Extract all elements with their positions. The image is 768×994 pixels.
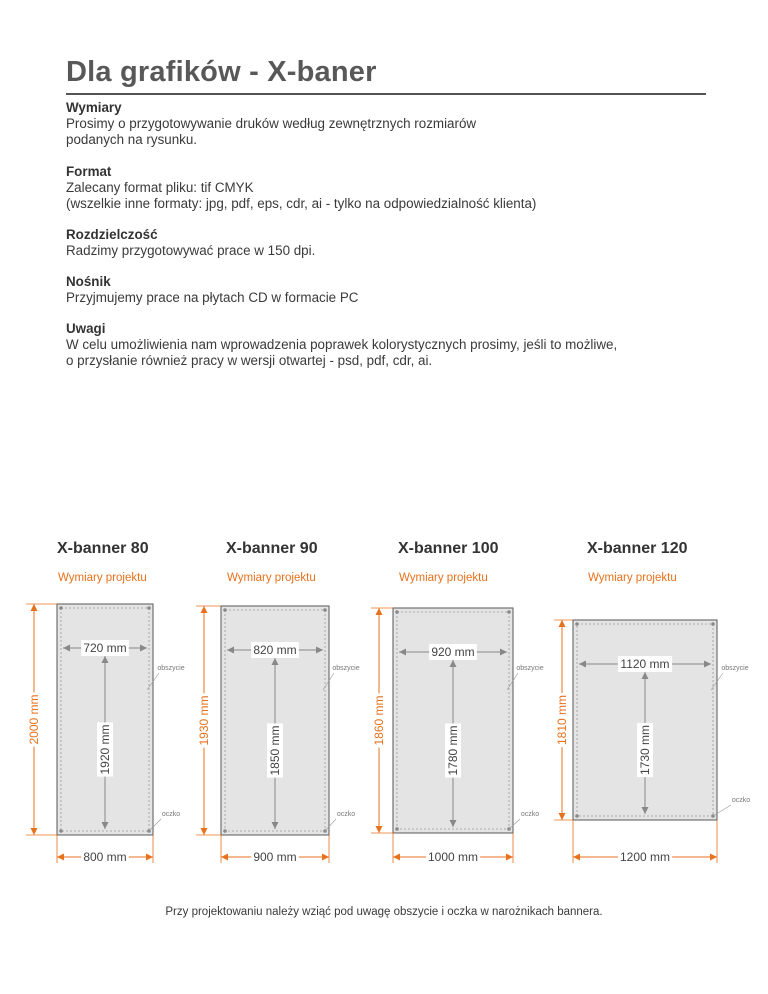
section-uwagi (66, 321, 726, 369)
section-wymiary (66, 100, 726, 148)
seam-callout-label: obszycie (157, 665, 185, 672)
section-line: podanych na rysunku. (66, 132, 198, 147)
section-line: (wszelkie inne formaty: jpg, pdf, eps, cdr, ai - tylko na odpowiedzialność klienta) (66, 196, 537, 211)
section-line: Prosimy o przygotowywanie druków według zewnętrznych rozmiarów (66, 116, 477, 131)
outer-width-label: 800 mm (83, 850, 127, 864)
section-line: W celu umożliwienia nam wprowadzenia poprawek kolorystycznych prosimy, jeśli to możliwe, (66, 337, 618, 352)
outer-width-arrow-head-left (57, 854, 64, 861)
grommet-callout-label: oczko (731, 797, 751, 804)
grommet-dot (575, 814, 579, 818)
grommet-dot (395, 610, 399, 614)
section-heading: Format (66, 164, 112, 179)
outer-height-label: 1860 mm (372, 695, 386, 746)
section-heading: Nośnik (66, 274, 111, 289)
banner-name: X-banner 120 (587, 540, 688, 557)
title-rule (66, 93, 706, 95)
inner-width-label: 720 mm (83, 641, 127, 655)
inner-height-label: 1780 mm (446, 725, 460, 776)
inner-width-label: 1120 mm (620, 657, 670, 671)
outer-height-arrow-head-bottom (559, 813, 566, 820)
grommet-dot (223, 608, 227, 612)
outer-height-arrow-head-top (376, 608, 383, 615)
outer-width-arrow-head-right (322, 854, 329, 861)
banner-subtitle: Wymiary projektu (58, 572, 147, 584)
banner-subtitle: Wymiary projektu (227, 572, 316, 584)
section-line: Przyjmujemy prace na płytach CD w formacie PC (66, 290, 359, 305)
grommet-callout-label: oczko (161, 811, 181, 818)
section-line: Zalecany format pliku: tif CMYK (66, 180, 254, 195)
grommet-dot (507, 610, 511, 614)
outer-width-arrow-head-left (393, 854, 400, 861)
outer-height-label: 1930 mm (197, 695, 211, 746)
outer-height-label: 1810 mm (555, 694, 569, 746)
outer-height-arrow-head-bottom (376, 826, 383, 833)
outer-width-label: 900 mm (253, 850, 297, 864)
banner-subtitle: Wymiary projektu (399, 572, 488, 584)
outer-height-arrow-head-bottom (31, 828, 38, 835)
grommet-dot (575, 622, 579, 626)
outer-height-arrow-head-bottom (201, 828, 208, 835)
grommet-dot (59, 606, 63, 610)
grommet-dot (323, 608, 327, 612)
outer-width-arrow-head-right (506, 854, 513, 861)
outer-width-label: 1000 mm (427, 850, 479, 864)
grommet-dot (59, 829, 63, 833)
outer-height-label: 2000 mm (27, 694, 41, 745)
inner-width-label: 920 mm (431, 645, 475, 659)
section-rozdzielczosc (66, 227, 726, 259)
seam-callout-label: obszycie (721, 665, 749, 672)
outer-height-arrow-head-top (31, 604, 38, 611)
outer-width-arrow-head-right (146, 854, 153, 861)
banner-name: X-banner 80 (57, 540, 149, 557)
inner-height-label: 1920 mm (98, 724, 112, 775)
page-title: Dla grafików - X-baner (66, 56, 377, 88)
banner-name: X-banner 90 (226, 540, 318, 557)
outer-width-arrow-head-right (710, 854, 717, 861)
grommet-dot (395, 827, 399, 831)
grommet-callout-label: oczko (336, 811, 356, 818)
grommet-dot (147, 606, 151, 610)
banner-subtitle: Wymiary projektu (588, 572, 677, 584)
outer-width-label: 1200 mm (619, 850, 671, 864)
outer-width-arrow-head-left (573, 854, 580, 861)
section-line: o przysłanie również pracy w wersji otwartej - psd, pdf, cdr, ai. (66, 353, 433, 368)
outer-height-arrow-head-top (559, 620, 566, 627)
section-heading: Wymiary (66, 100, 122, 115)
seam-callout-label: obszycie (516, 665, 544, 672)
grommet-callout-label: oczko (520, 811, 540, 818)
inner-width-label: 820 mm (253, 643, 297, 657)
grommet-dot (223, 829, 227, 833)
inner-height-label: 1730 mm (638, 724, 652, 776)
section-nosnik (66, 274, 726, 306)
banner-diagram (0, 520, 768, 870)
outer-width-arrow-head-left (221, 854, 228, 861)
grommet-dot (711, 622, 715, 626)
banner-name: X-banner 100 (398, 540, 499, 557)
footer-note: Przy projektowaniu należy wziąć pod uwagę obszycie i oczka w narożnikach bannera. (165, 906, 603, 918)
section-heading: Rozdzielczość (66, 227, 158, 242)
section-line: Radzimy przygotowywać prace w 150 dpi. (66, 243, 316, 258)
section-heading: Uwagi (66, 321, 106, 336)
outer-height-arrow-head-top (201, 606, 208, 613)
seam-callout-label: obszycie (332, 665, 360, 672)
section-format (66, 164, 726, 212)
inner-height-label: 1850 mm (268, 725, 282, 776)
